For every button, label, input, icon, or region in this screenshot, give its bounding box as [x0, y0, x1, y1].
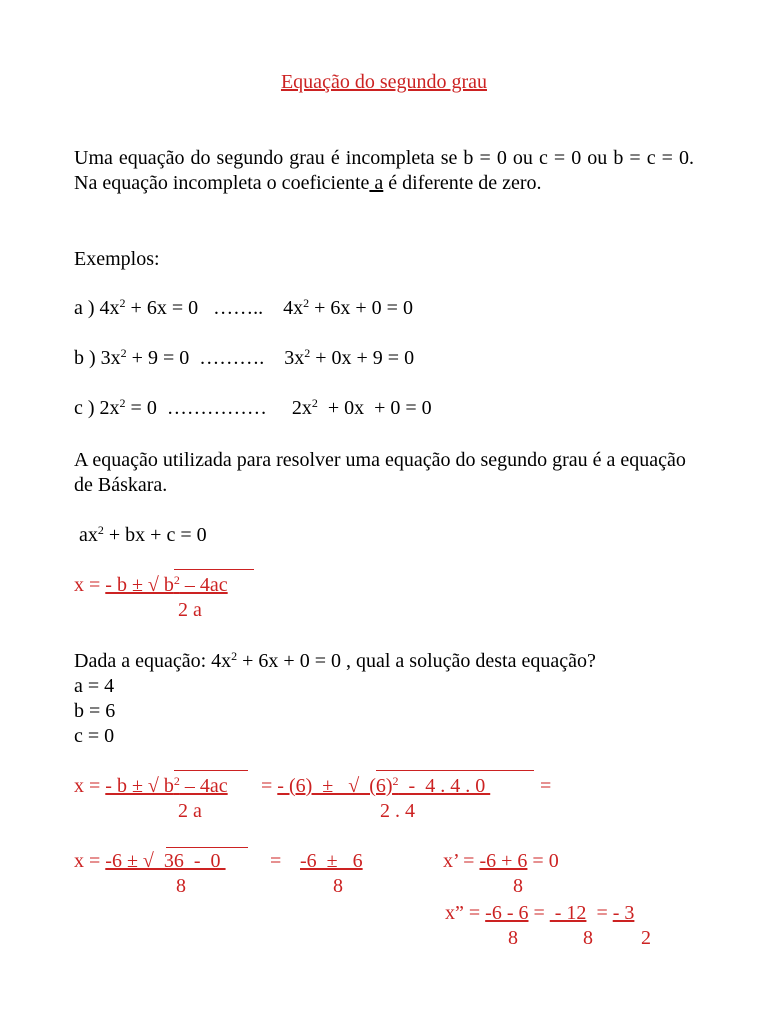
solve2-denominator: 8 — [176, 875, 186, 897]
solve-step-2: x = -6 ± √ 36 - 0 — [74, 850, 226, 872]
solve1-denominator-2: 2 . 4 — [380, 800, 415, 822]
intro-text-1: Uma equação do segundo grau é incompleta se b = 0 ou c = 0 ou b = c = 0. Na equação incompleta o coeficiente — [74, 147, 694, 194]
bhaskara-paragraph: A equação utilizada para resolver uma equação do segundo grau é a equação de Báskara. — [74, 449, 686, 496]
x-double-prime-denominator-2: 8 — [583, 927, 593, 949]
x-prime: x’ = -6 + 6 = 0 — [443, 850, 559, 872]
example-a: a ) $4x^2 + 6x = 0$ …….. $4x^2 + 6x + 0 = 0$ — [74, 296, 413, 319]
formula-root-bar — [174, 569, 254, 570]
coef-b: b = 6 — [74, 700, 116, 722]
solve1-equals: = — [540, 775, 552, 797]
examples-label: Exemplos: — [74, 248, 160, 270]
solve1-root-bar-2 — [376, 770, 534, 771]
general-equation: $ax^2$ + bx + c = 0 — [74, 523, 207, 546]
formula: x = - b ± √ $b^2 - 4ac$ — [74, 573, 228, 596]
page-title: Equação do segundo grau — [280, 71, 488, 93]
solve-step-1: x = - b ± √ $b^2 - 4ac$ — [74, 774, 228, 797]
solve1-substituted: = - (6) ± √ $(6)^2 - 4$ . 4 . 0 — [256, 774, 491, 797]
example-c: c ) $2x^2 = 0$ …………… $2x^2 + 0x + 0 = 0$ — [74, 396, 432, 419]
given-equation: Dada a equação: $4x^2 + 6x + 0 = 0$ , qual a solução desta equação? — [74, 649, 596, 672]
solve2-root-bar — [166, 847, 248, 848]
intro-paragraph — [74, 146, 694, 196]
x-double-prime-denominator-3: 2 — [641, 927, 651, 949]
solve1-denominator: 2 a — [178, 800, 202, 822]
solve2-equals: = — [270, 850, 282, 872]
solve2-numerator: -6 ± 6 — [300, 850, 363, 872]
solve2-denominator-2: 8 — [333, 875, 343, 897]
intro-coefficient: a — [369, 172, 384, 194]
coef-c: c = 0 — [74, 725, 115, 747]
coef-a: a = 4 — [74, 675, 115, 697]
formula-denominator: 2 a — [178, 599, 202, 621]
solve1-root-bar — [174, 770, 248, 771]
x-double-prime-denominator: 8 — [508, 927, 518, 949]
x-double-prime: x” = -6 - 6 = - 12 = - 3 — [445, 902, 635, 924]
intro-text-2: é diferente de zero. — [383, 172, 542, 194]
x-prime-denominator: 8 — [513, 875, 523, 897]
example-b: b ) $3x^2 + 9 = 0$ ………. $3x^2 + 0x + 9 = 0$ — [74, 346, 415, 369]
